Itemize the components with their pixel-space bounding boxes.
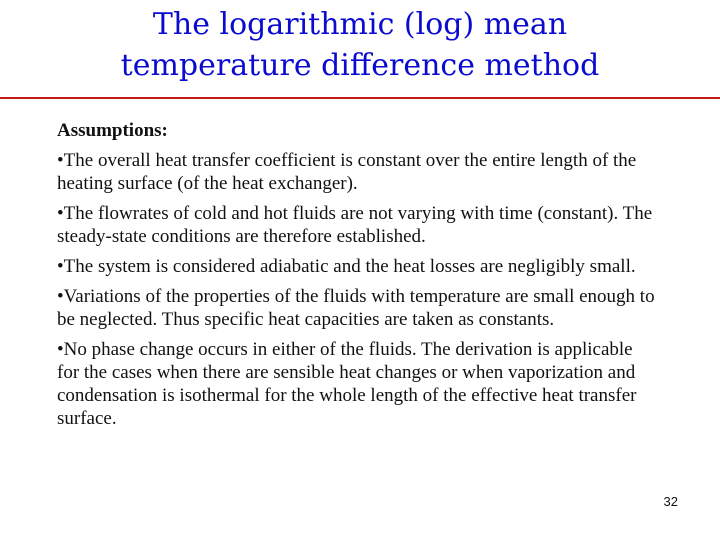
bullet-item: •The system is considered adiabatic and the heat losses are negligibly small. (57, 256, 636, 277)
slide-body (57, 119, 657, 437)
title-line-1: The logarithmic (log) mean (152, 7, 568, 42)
title-divider (0, 97, 720, 99)
bullet-item: •No phase change occurs in either of the fluids. The derivation is applicable for the cases when there are sensible heat changes or when vaporization and condensation is isothermal for the whole length of the effective heat transfer surface. (57, 339, 637, 429)
bullet-item: •Variations of the properties of the fluids with temperature are small enough to be neglected. Thus specific heat capacities are taken as constants. (57, 286, 655, 330)
title-line-2: temperature difference method (120, 48, 600, 83)
bullet-item: •The overall heat transfer coefficient is constant over the entire length of the heating surface (of the heat exchanger). (57, 150, 637, 194)
page-number: 32 (663, 494, 678, 509)
slide-title (0, 4, 720, 86)
bullet-item: •The flowrates of cold and hot fluids are not varying with time (constant). The steady-state conditions are therefore established. (57, 203, 653, 247)
assumptions-heading: Assumptions: (57, 120, 168, 141)
